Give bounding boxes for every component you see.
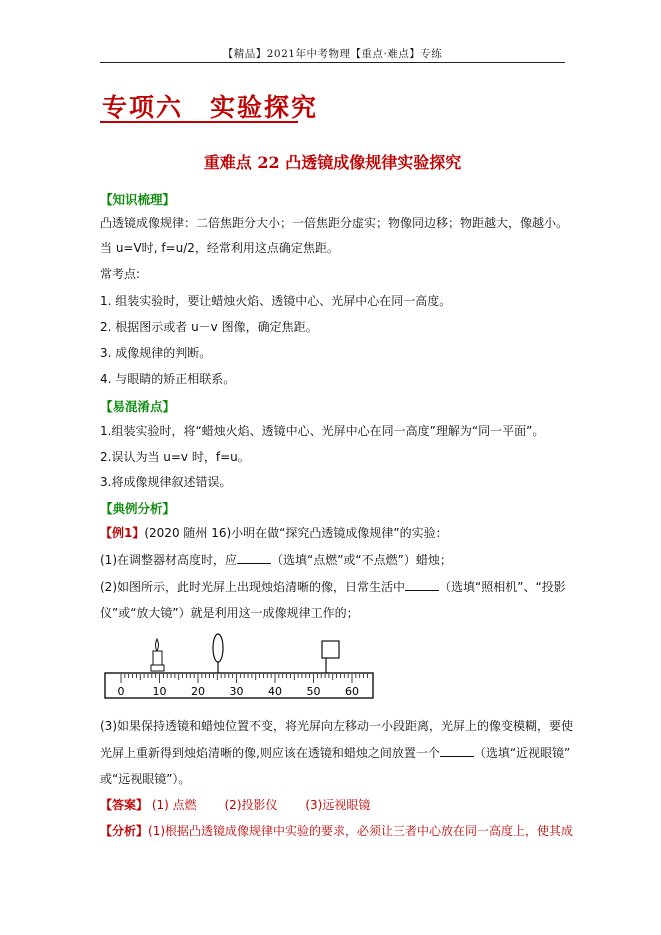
- analysis-label: 【分析】: [100, 824, 149, 838]
- knowledge-item: 4. 与眼睛的矫正相联系。: [100, 372, 236, 386]
- answer-tag: 【答案】: [100, 798, 149, 812]
- ruler-tick-label: 0: [117, 685, 125, 698]
- answer-blank: [440, 745, 474, 757]
- ruler-tick-label: 20: [191, 685, 205, 698]
- answer-blank: [405, 579, 439, 591]
- question-2: [100, 579, 570, 595]
- ruler-tick-label: 10: [152, 685, 167, 698]
- knowledge-item: 3. 成像规律的判断。: [100, 346, 212, 360]
- example-line: [100, 525, 570, 541]
- confusion-item: 2.误认为当 u=v 时，f=u。: [100, 450, 250, 464]
- candle-icon: [151, 639, 164, 671]
- question-3-options: （选填“近视眼镜”: [473, 746, 571, 760]
- analysis-tag: 【典例分析】: [100, 501, 176, 516]
- question-2-options: （选填“照相机”、“投影: [439, 580, 566, 594]
- optical-bench-figure: [104, 633, 376, 701]
- analysis-text: (1)根据凸透镜成像规律中实验的要求，必须让三者中心放在同一高度上，使其成: [148, 824, 574, 838]
- section-title: 专项六 实验探究: [102, 93, 319, 122]
- question-1-options: （选填“点燃”或“不点燃”）蜡烛；: [271, 553, 452, 567]
- ruler-tick-label: 30: [229, 685, 244, 698]
- question-1-text: (1)在调整器材高度时，应: [100, 553, 237, 567]
- example-tag: 【例1】: [100, 526, 145, 540]
- example-intro: (2020 随州 16)小明在做“探究凸透镜成像规律”的实验：: [144, 526, 448, 540]
- header-divider: [100, 62, 565, 63]
- question-3-end: 或“远视眼镜”）。: [100, 772, 191, 786]
- answer-1: (1) 点燃: [151, 798, 197, 812]
- question-3: (3)如果保持透镜和蜡烛位置不变，将光屏向左移动一小段距离，光屏上的像变模糊，要使: [100, 719, 574, 733]
- ruler-tick-label: 50: [306, 685, 321, 698]
- ruler-tick-label: 60: [345, 685, 359, 698]
- knowledge-line-2: 当 u=V时, f=u/2，经常利用这点确定焦距。: [100, 241, 339, 255]
- question-2-text: (2)如图所示，此时光屏上出现烛焰清晰的像，日常生活中: [100, 580, 406, 594]
- question-3-text: 光屏上重新得到烛焰清晰的像,则应该在透镜和蜡烛之间放置一个: [100, 746, 440, 760]
- question-2-continued: 仪”或“放大镜”）就是利用这一成像规律工作的；: [100, 606, 359, 620]
- confusion-item: 3.将成像规律叙述错误。: [100, 475, 232, 489]
- knowledge-tag: 【知识梳理】: [100, 192, 176, 207]
- optical-bench-svg: [104, 633, 376, 701]
- question-3-continued: [100, 745, 570, 761]
- answer-blank: [237, 552, 271, 564]
- convex-lens-icon: [213, 634, 223, 673]
- knowledge-item: 2. 根据图示或者 u－v 图像，确定焦距。: [100, 320, 318, 334]
- knowledge-line-3: 常考点:: [100, 267, 141, 281]
- answer-line: [100, 797, 570, 813]
- answer-3: (3)远视眼镜: [305, 798, 371, 812]
- question-1: [100, 552, 570, 568]
- analysis-line: [100, 823, 574, 839]
- confusion-tag: 【易混淆点】: [100, 399, 176, 414]
- knowledge-line-1: 凸透镜成像规律：二倍焦距分大小；一倍焦距分虚实；物像同边移；物距越大，像越小。: [100, 216, 569, 230]
- topic-subtitle: 重难点 22 凸透镜成像规律实验探究: [203, 153, 462, 172]
- answer-2: (2)投影仪: [224, 798, 278, 812]
- confusion-item: 1.组装实验时，将“蜡烛火焰、透镜中心、光屏中心在同一高度”理解为“同一平面”。: [100, 424, 545, 438]
- knowledge-item: 1. 组装实验时，要让蜡烛火焰、透镜中心、光屏中心在同一高度。: [100, 294, 452, 308]
- section-title-underline: [100, 121, 298, 123]
- page-header: 【精品】2021年中考物理【重点·难点】专练: [222, 48, 443, 60]
- ruler-tick-label: 40: [268, 685, 282, 698]
- light-screen-icon: [322, 641, 339, 673]
